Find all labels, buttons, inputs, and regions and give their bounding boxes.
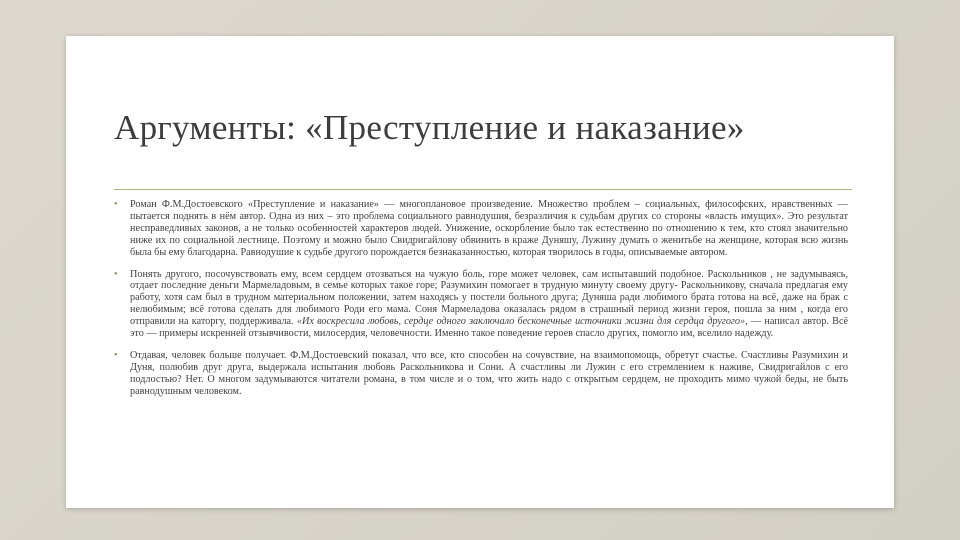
bullet-quote: «Их воскресила любовь, сердце одного заключало бесконечные источники жизни для сердца другого» — [296, 316, 746, 328]
bullet-text-continued: , — написал автор. Всё это — примеры искренней отзывчивости, милосердия, человечности. Именно такое поведение героев спасло других, помогло им, вселило надежду. — [130, 316, 848, 340]
slide-title: Аргументы: «Преступление и наказание» — [114, 108, 745, 147]
bullet-item-2 — [114, 269, 848, 340]
bullet-text: Отдавая, человек больше получает. Ф.М.Достоевский показал, что все, кто способен на сочувствие, на взаимопомощь, обретут счастье. Счастливы Разумихин и Дуня, полюбив друг друга, выдержала испытания любовь Раскольникова и Сони. А счастливы ли Лужин с его стремлением к наживе, Свидригайлов с его подлостью? Нет. О многом задумываются читатели романа, в том числе и о том, что жить надо с открытым сердцем, не проходить мимо чужой беды, не быть равнодушным человеком. — [130, 349, 848, 397]
bullet-item-3 — [114, 350, 848, 398]
bullet-text: Понять другого, посочувствовать ему, всем сердцем отозваться на чужую боль, горе может человек, сам испытавший подобное. Раскольников , не задумываясь, отдает последние деньги Мармеладовым, в семье которых такое горе; Разумихин помогает в трудную минуту своему другу- Раскольникову, сначала предлагая ему работу, хотя сам был в трудном материальном положении, затем находясь у постели больного друга; Дуняша ради любимого брата готова на всё, даже на брак с нелюбимым; всё готова сделать для любимого Роди его мама. Соня Мармеладова оказалась рядом в страшный период жизни героя, пошла за ним , когда его отправили на каторгу, поддерживала. — [130, 268, 848, 328]
bullet-icon: • — [114, 199, 118, 210]
bullet-icon: • — [114, 268, 118, 280]
slide-card — [66, 36, 894, 508]
bullet-icon: • — [114, 349, 118, 361]
bullet-item-1 — [114, 199, 848, 259]
bullet-list — [114, 199, 848, 408]
bullet-text: Роман Ф.М.Достоевского «Преступление и наказание» — многоплановое произведение. Множество проблем – социальных, философских, нравственных — пытается поднять в нём автор. Одна из них – это проблема социального равнодушия, безразличия к судьбам других со стороны «власть имущих». Это результат несправедливых законов, а не только особенностей характеров людей. Унижение, оскорбление было так естественно по отношению к тем, кто стоял значительно ниже их по социальной лестнице. Поэтому и можно было Свидригайлову обвинить в краже Дуняшу, Лужину думать о женитьбе на женщине, которая всю жизнь была бы ему благодарна. Равнодушие к судьбе другого порождается безнаказанностью, которая творилось в годы, описываемые автором. — [130, 199, 848, 258]
title-divider — [114, 189, 852, 190]
